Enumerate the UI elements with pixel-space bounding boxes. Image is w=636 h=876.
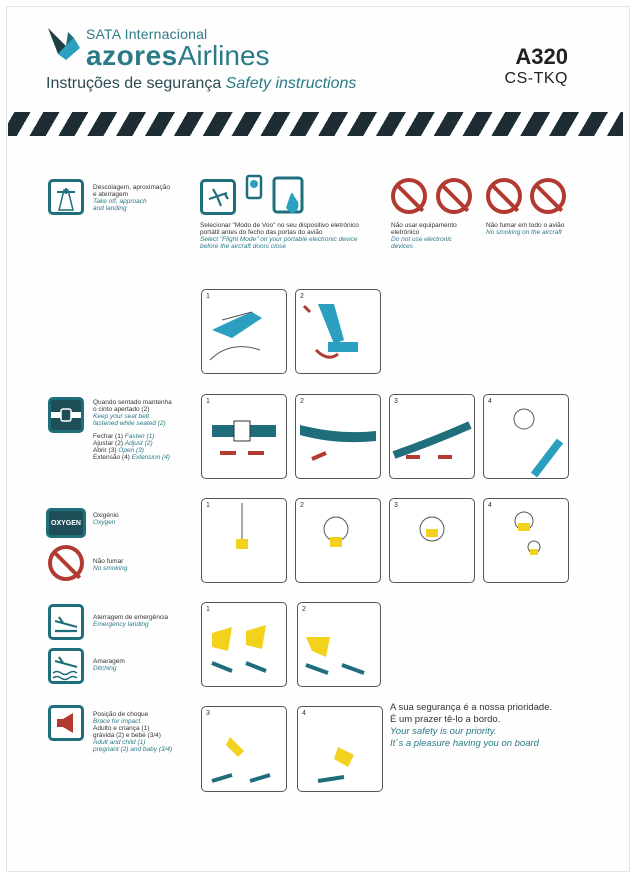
- oxygen-panel-3: 3: [389, 498, 475, 583]
- seatbelt-text: Quando sentado mantenha o cinto apertado (2) Keep your seat belt fastened while seated (2) Fechar (1) Fasten (1) Ajustar (2) Adjust (2) Abrir (3) Open (3) Extensão (4) Extension (4): [93, 399, 172, 461]
- oxygen-text: Oxigénio Oxygen: [93, 512, 119, 526]
- azores-bird-logo-icon: [44, 24, 84, 66]
- oxygen-panel-4: 4: [483, 498, 569, 583]
- brace-text: Posição de choque Brace for impact Adulto e criança (1) grávida (2) e bebé (3/4) Adult and child (1) pregnant (2) and baby (3/4): [93, 711, 173, 753]
- no-smoking-oxygen-icon: [48, 545, 84, 581]
- phone-tablet-icon: [244, 174, 314, 220]
- seatbelt-panel-4: 4: [483, 394, 569, 479]
- company-name: SATA Internacional: [86, 26, 208, 42]
- brace-panel-4: 4: [297, 706, 383, 792]
- no-smoking-icon: [486, 178, 522, 214]
- aircraft-registration: CS-TKQ: [504, 70, 568, 87]
- oxygen-panel-2: 2: [295, 498, 381, 583]
- ditching-text: Amaragem Ditching: [93, 658, 125, 672]
- landing-panel-1: 1: [201, 602, 287, 687]
- oxygen-badge: OXYGEN: [46, 508, 86, 538]
- seat-tray-panel-1: 1: [201, 289, 287, 374]
- flight-mode-text: Selecionar "Modo de Voo" no seu dispositivo eletrónico portátil antes do fecho das portas do avião Select "Flight Mode" on your portable electronic device before the aircraft doors close: [200, 222, 359, 250]
- no-electronics-text: Não usar equipamento eletrónico Do not use electronic devices: [391, 222, 457, 250]
- no-smoking-text: Não fumar No smoking: [93, 558, 128, 572]
- oxygen-panel-1: 1: [201, 498, 287, 583]
- brace-panel-3: 3: [201, 706, 287, 792]
- takeoff-runway-icon: [48, 179, 84, 215]
- seatbelt-panel-1: 1: [201, 394, 287, 479]
- landing-panel-2: 2: [297, 602, 381, 687]
- seatbelt-panel-2: 2: [295, 394, 381, 479]
- no-smoking-aircraft-text: Não fumar em todo o avião No smoking on the aircraft: [486, 222, 565, 236]
- seatbelt-panel-3: 3: [389, 394, 475, 479]
- no-vaping-icon: [530, 178, 566, 214]
- no-signal-icon: [436, 178, 472, 214]
- header-stripe-band: [8, 112, 623, 136]
- page-title: Instruções de segurança Safety instructions: [46, 75, 357, 92]
- aircraft-model: A320: [515, 44, 568, 69]
- no-laptop-icon: [391, 178, 427, 214]
- ditching-icon: [48, 648, 84, 684]
- closing-message: A sua segurança é a nossa prioridade. É um prazer tê-lo a bordo. Your safety is our priority. It´s a pleasure having you on board: [390, 702, 553, 749]
- emergency-landing-icon: [48, 604, 84, 640]
- airline-name: azoresAirlines: [86, 40, 270, 71]
- takeoff-text: Descolagem, aproximação e aterragem Take off, approach and landing: [93, 184, 170, 212]
- megaphone-icon: [48, 705, 84, 741]
- airplane-mode-icon: [200, 179, 236, 215]
- emergency-landing-text: Aterragem de emergência Emergency landing: [93, 614, 169, 628]
- seatbelt-icon: [48, 397, 84, 433]
- seat-tray-panel-2: 2: [295, 289, 381, 374]
